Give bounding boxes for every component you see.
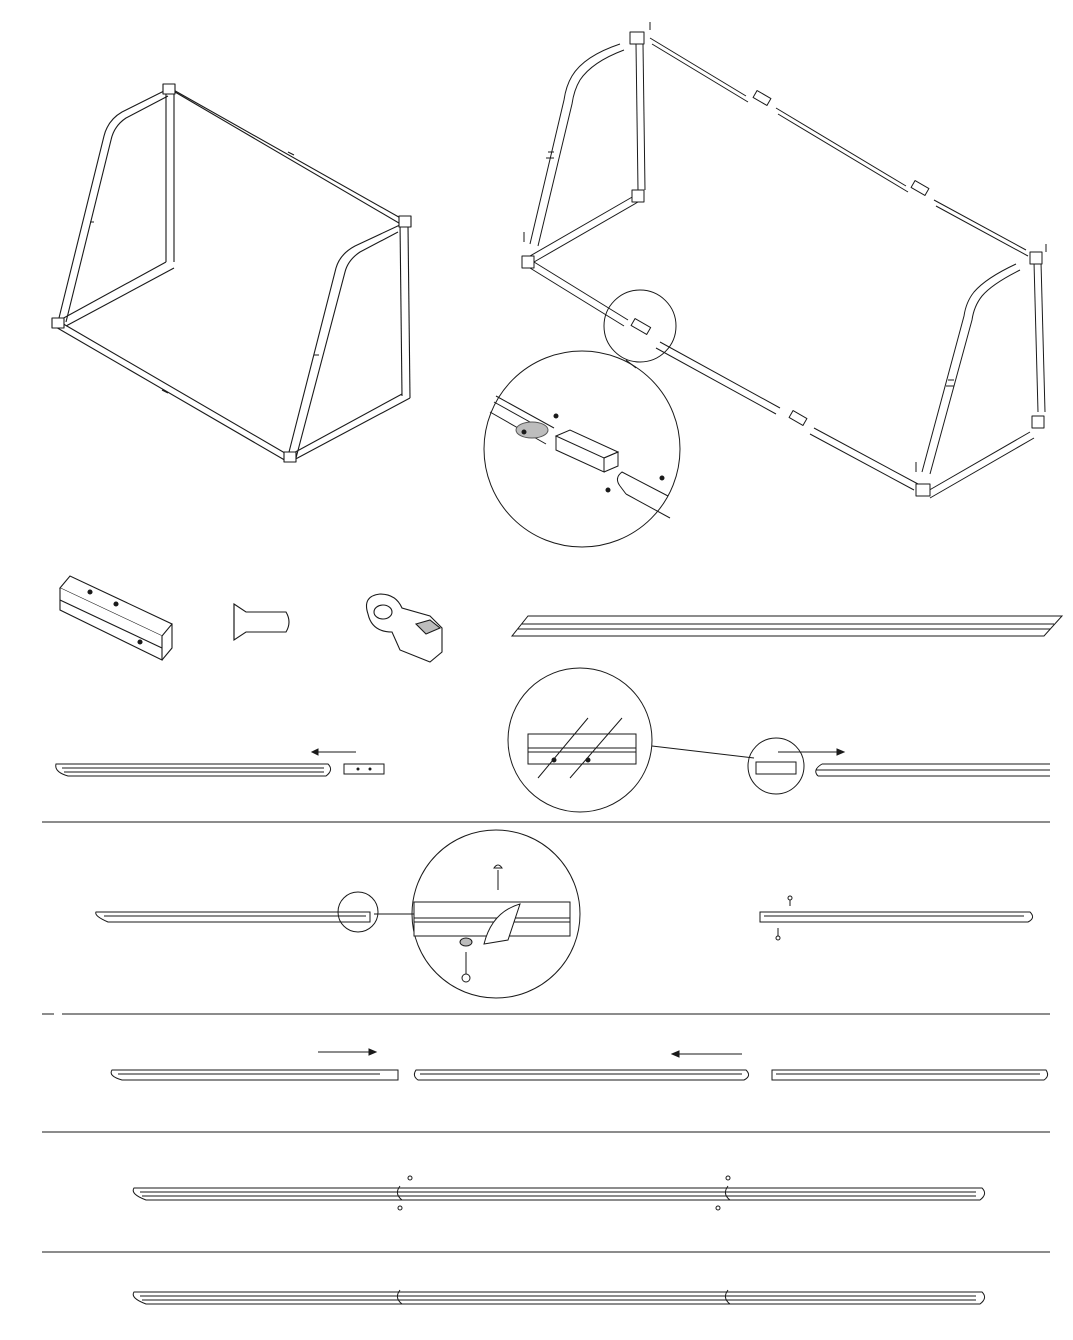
step-5-assembled-bar [133, 1290, 984, 1304]
small-goal-frame [52, 84, 411, 462]
connector-sleeve [60, 576, 172, 660]
profile-bar [512, 616, 1062, 636]
step-2-fix-connector [96, 830, 1033, 998]
large-goal-frame-exploded [522, 22, 1046, 498]
step-1-insert-connector [56, 668, 1050, 812]
corner-bracket [367, 594, 443, 662]
step-3-slide-bars [111, 1049, 1047, 1080]
countersunk-bolt [234, 604, 289, 640]
step-4-insert-screws [133, 1176, 984, 1210]
